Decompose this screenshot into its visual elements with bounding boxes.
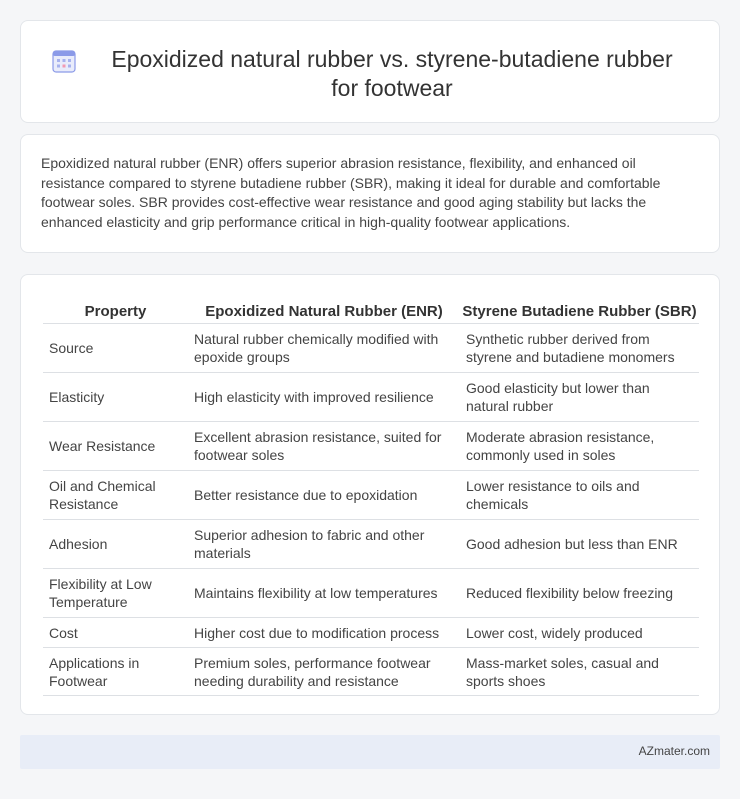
cell-sbr: Lower cost, widely produced <box>460 617 699 647</box>
table-row <box>43 421 699 470</box>
cell-enr: Superior adhesion to fabric and other materials <box>188 519 460 568</box>
cell-property: Wear Resistance <box>43 421 188 470</box>
header-enr: Epoxidized Natural Rubber (ENR) <box>205 302 443 320</box>
cell-enr: Excellent abrasion resistance, suited for footwear soles <box>188 421 460 470</box>
cell-sbr: Moderate abrasion resistance, commonly used in soles <box>460 421 699 470</box>
cell-property: Applications in Footwear <box>43 647 188 696</box>
cell-sbr: Lower resistance to oils and chemicals <box>460 470 699 519</box>
footer-bar <box>20 735 720 769</box>
summary-paragraph: Epoxidized natural rubber (ENR) offers superior abrasion resistance, flexibility, and enhanced oil resistance compared to styrene butadiene rubber (SBR), making it ideal for durable and comfortable footwear soles. SBR provides cost-effective wear resistance and good aging stability but lacks the enhanced elasticity and grip performance critical in high-quality footwear applications. <box>41 155 661 230</box>
page-title: Epoxidized natural rubber vs. styrene-butadiene rubber for footwear <box>111 46 673 101</box>
title-card <box>20 20 720 123</box>
cell-sbr: Mass-market soles, casual and sports shoes <box>460 647 699 696</box>
cell-sbr: Synthetic rubber derived from styrene and butadiene monomers <box>460 323 699 372</box>
header-sbr: Styrene Butadiene Rubber (SBR) <box>462 302 697 320</box>
table-row <box>43 372 699 421</box>
table-row <box>43 470 699 519</box>
cell-property: Adhesion <box>43 519 188 568</box>
cell-sbr: Good adhesion but less than ENR <box>460 519 699 568</box>
cell-enr: Natural rubber chemically modified with epoxide groups <box>188 323 460 372</box>
cell-property: Source <box>43 323 188 372</box>
cell-property: Oil and Chemical Resistance <box>43 470 188 519</box>
cell-enr: Maintains flexibility at low temperatures <box>188 568 460 617</box>
table-row <box>43 647 699 696</box>
cell-enr: High elasticity with improved resilience <box>188 372 460 421</box>
cell-sbr: Good elasticity but lower than natural rubber <box>460 372 699 421</box>
table-row <box>43 519 699 568</box>
cell-property: Elasticity <box>43 372 188 421</box>
cell-enr: Better resistance due to epoxidation <box>188 470 460 519</box>
table-header-row <box>43 295 699 323</box>
cell-enr: Higher cost due to modification process <box>188 617 460 647</box>
table-row <box>43 568 699 617</box>
table-row <box>43 617 699 647</box>
cell-property: Flexibility at Low Temperature <box>43 568 188 617</box>
header-property: Property <box>84 302 147 320</box>
cell-enr: Premium soles, performance footwear needing durability and resistance <box>188 647 460 696</box>
table-row <box>43 323 699 372</box>
footer-brand[interactable]: AZmater.com <box>638 744 710 758</box>
comparison-table-card <box>20 274 720 715</box>
comparison-table <box>43 295 699 696</box>
summary-card <box>20 134 720 253</box>
cell-property: Cost <box>43 617 188 647</box>
cell-sbr: Reduced flexibility below freezing <box>460 568 699 617</box>
calendar-grid-icon <box>51 48 77 74</box>
